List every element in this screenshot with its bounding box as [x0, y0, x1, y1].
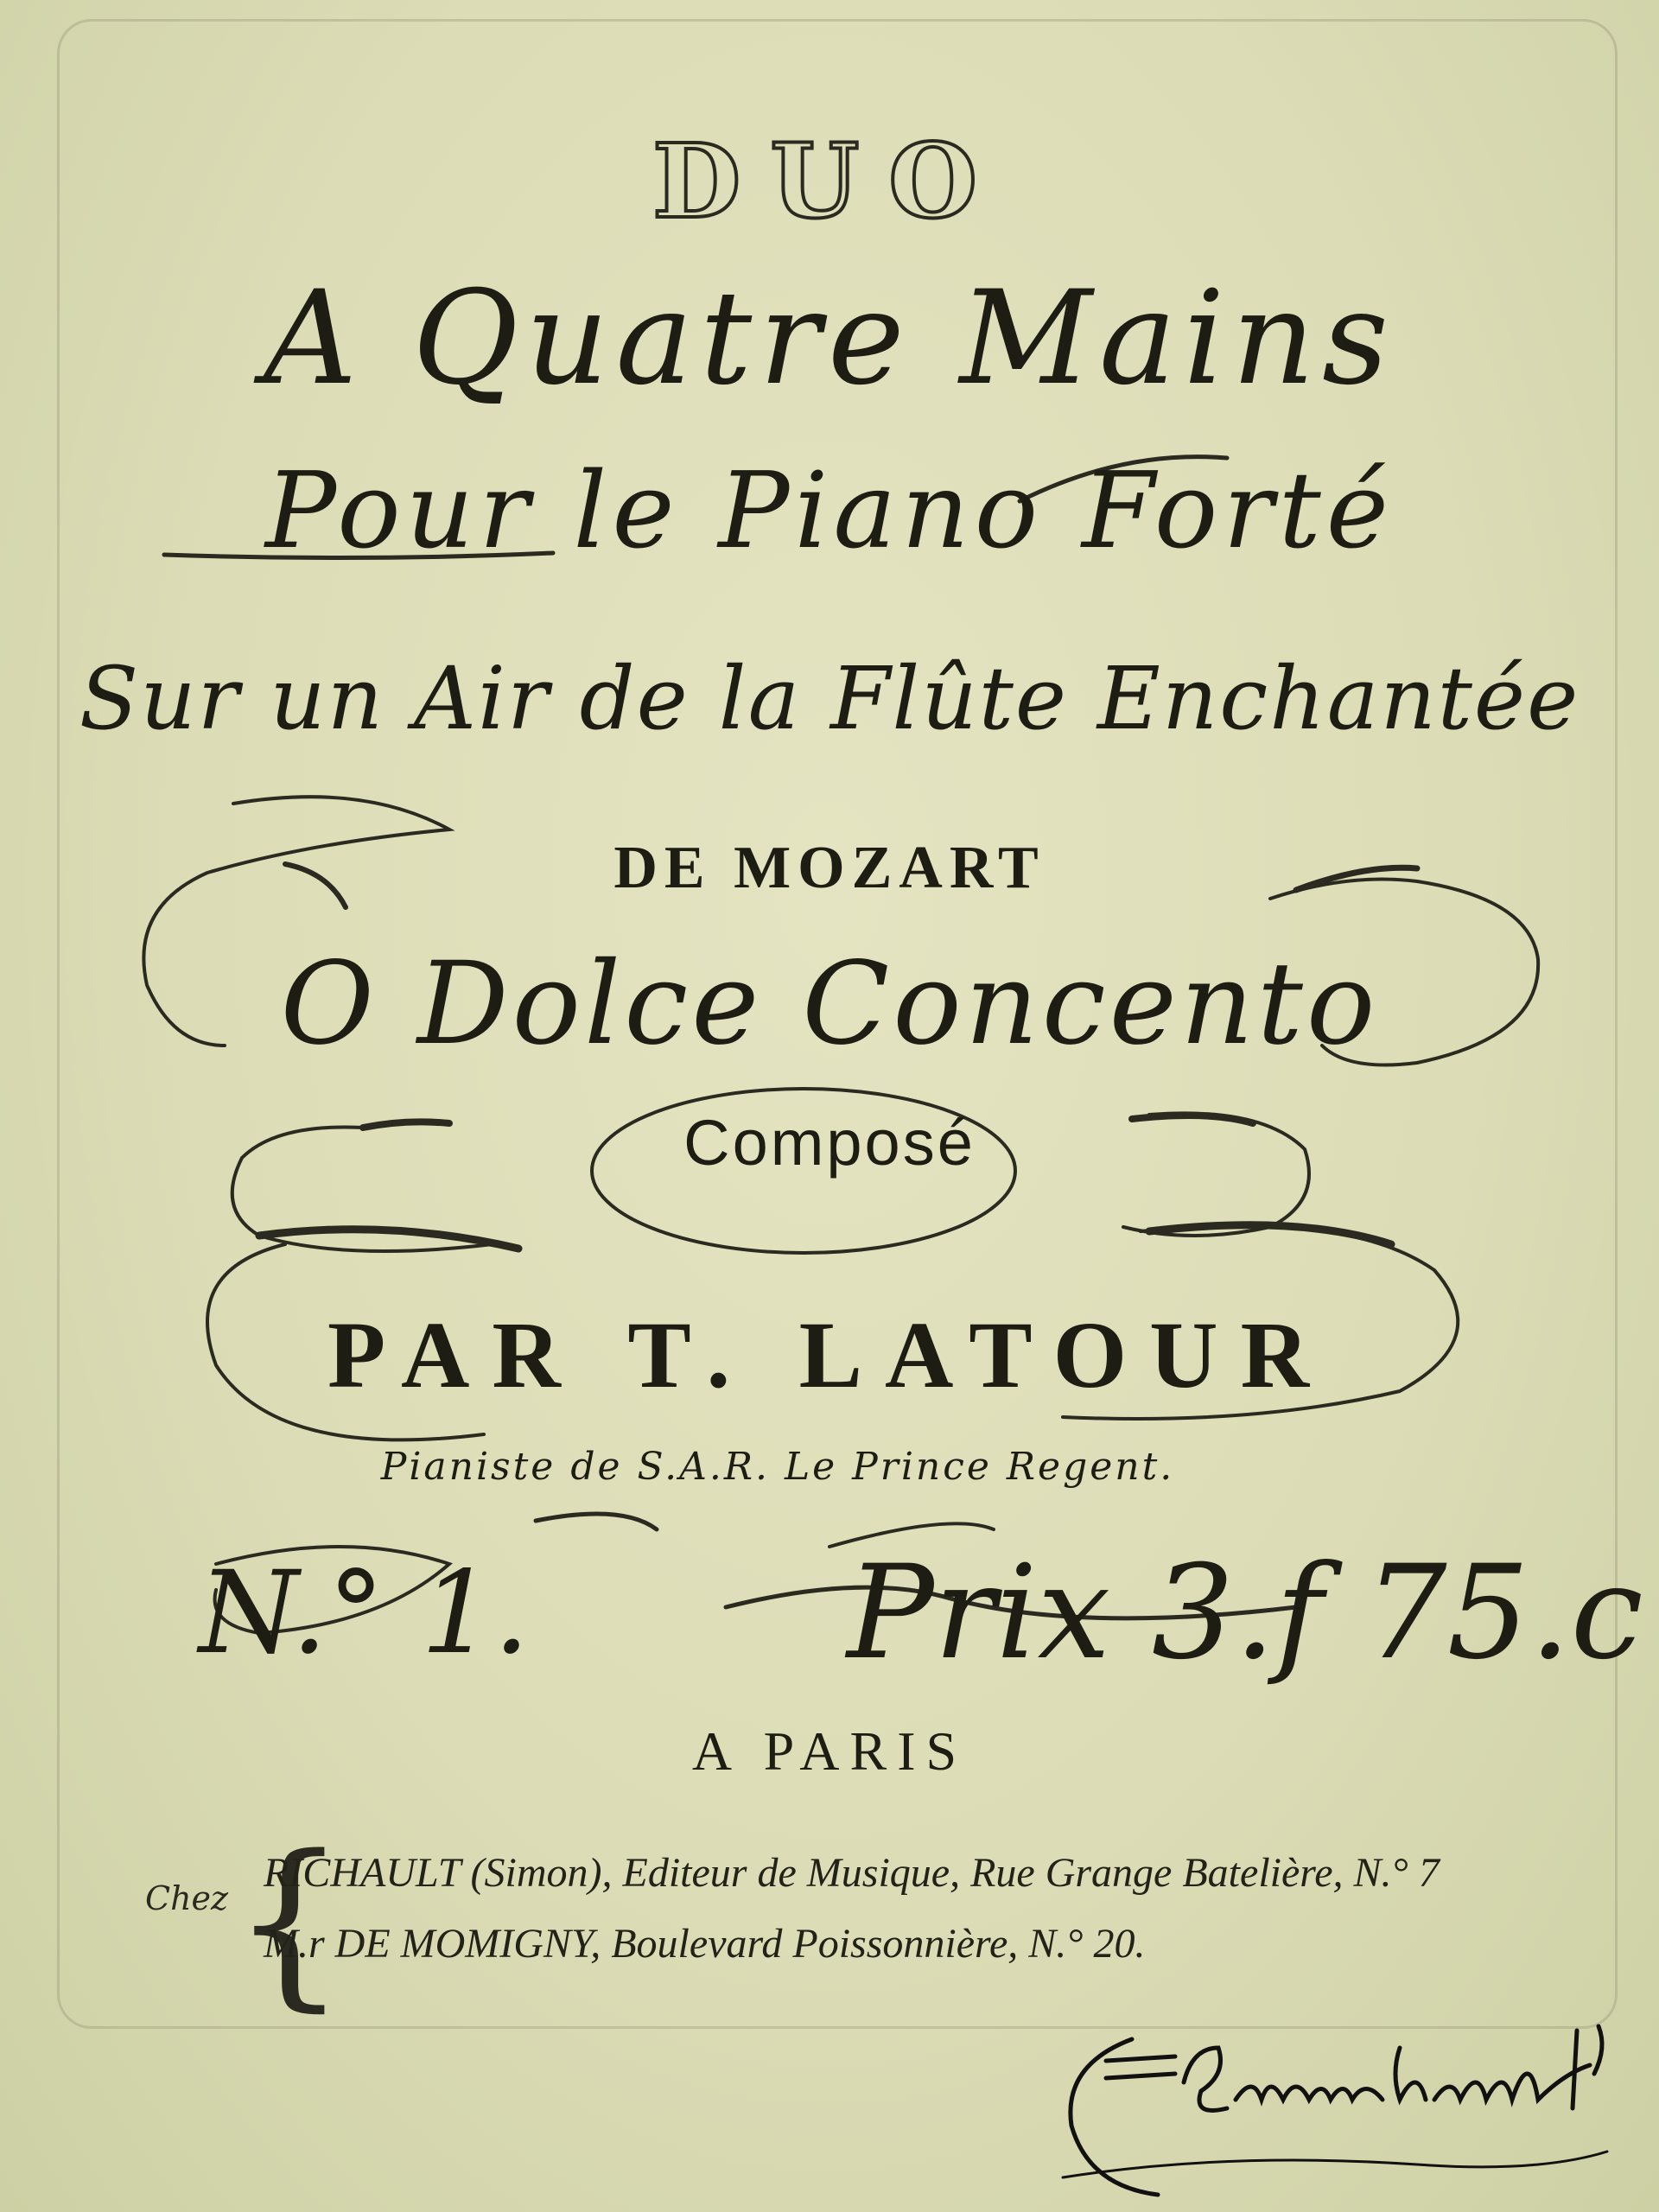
publisher-address-2: M.r DE MOMIGNY, Boulevard Poissonnière, N.° 20.: [264, 1921, 1146, 1967]
pianiste-line: Pianiste de S.A.R. Le Prince Regent.: [380, 1445, 1175, 1489]
author-line: PAR T. LATOUR: [327, 1302, 1332, 1408]
duo-title: DUO: [652, 121, 1007, 241]
quatre-mains-line: A Quatre Mains: [263, 264, 1396, 414]
composer-line: DE MOZART: [613, 835, 1046, 901]
chez-label: Chez: [145, 1879, 229, 1917]
brace-glyph: {: [232, 1816, 347, 2028]
dolce-concento-line: O Dolce Concento: [280, 938, 1379, 1071]
city-line: A PARIS: [691, 1720, 968, 1782]
signature-icon: [1054, 2013, 1624, 2212]
compose-label: Composé: [683, 1107, 976, 1179]
price-label: Prix 3.f 75.c: [847, 1538, 1643, 1688]
publisher-address-1: RICHAULT (Simon), Editeur de Musique, Rue Grange Batelière, N.° 7: [264, 1850, 1440, 1896]
opus-number: N.° 1.: [199, 1547, 530, 1680]
flute-enchantee-line: Sur un Air de la Flûte Enchantée: [79, 648, 1580, 749]
piano-forte-line: Pour le Piano Forté: [265, 449, 1394, 572]
